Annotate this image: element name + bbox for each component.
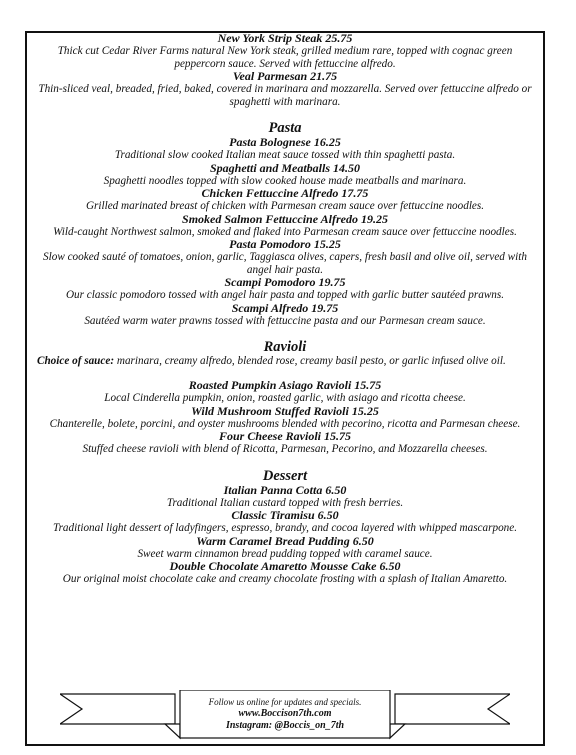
item-name: New York Strip Steak 25.75 [217,31,353,45]
ribbon-right-tail [395,694,510,724]
pasta-list [27,136,543,327]
banner-follow-text: Follow us online for updates and specials. [208,697,362,707]
item-name: Double Chocolate Amaretto Mousse Cake 6.50 [169,559,401,573]
item-description: Traditional Italian custard topped with fresh berries. [166,496,404,509]
banner-website: www.Boccison7th.com [238,708,332,719]
ribbon-left-tail [60,694,175,724]
menu-item [27,405,543,431]
ribbon-right-fold [390,724,405,738]
menu-item [27,136,543,162]
entree-list [27,32,543,108]
menu-item [27,484,543,510]
sauce-text: marinara, creamy alfredo, blended rose, creamy basil pesto, or garlic infused olive oil. [114,355,506,367]
menu-item [27,430,543,456]
item-name: Warm Caramel Bread Pudding 6.50 [196,533,374,548]
item-name: Scampi Alfredo 19.75 [231,300,339,315]
item-description: Our original moist chocolate cake and creamy chocolate frosting with a splash of Italian Amaretto. [62,573,508,585]
dessert-list [27,484,543,586]
item-name: Spaghetti and Meatballs 14.50 [209,160,361,175]
item-description: Our classic pomodoro tossed with angel hair pasta and topped with garlic butter sautéed prawns. [65,289,505,301]
item-description: Traditional light dessert of ladyfingers, espresso, brandy, and cocoa layered with whipped mascarpone. [52,522,518,534]
section-title-pasta: Pasta [268,120,302,136]
item-name: Smoked Salmon Fettuccine Alfredo 19.25 [182,211,388,226]
section-title-dessert: Dessert [262,467,308,484]
menu-item [27,509,543,535]
menu-item [27,187,543,213]
item-name: Scampi Pomodoro 19.75 [224,275,346,289]
item-name: Italian Panna Cotta 6.50 [223,482,347,497]
item-description: Sautéed warm water prawns tossed with fettuccine pasta and our Parmesan cream sauce. [84,314,486,327]
sauce-label: Choice of sauce: [37,355,115,367]
menu-item [27,162,543,188]
item-name: Pasta Pomodoro 15.25 [229,237,341,251]
menu-item [27,535,543,561]
banner-text [180,697,390,732]
item-name: Four Cheese Ravioli 15.75 [218,429,351,443]
item-description: Thick cut Cedar River Farms natural New York steak, grilled medium rare, topped with cognac green peppercorn sauce. Served with fettuccine alfredo. [57,45,513,70]
menu-item [27,379,543,405]
item-description: Stuffed cheese ravioli with blend of Ricotta, Parmesan, Pecorino, and Mozzarella cheeses. [82,443,488,455]
item-name: Pasta Bolognese 16.25 [229,135,341,149]
ribbon-left-fold [165,724,180,738]
ravioli-list [27,379,543,456]
item-description: Spaghetti noodles topped with slow cooked house made meatballs and marinara. [103,174,467,187]
menu-item [27,70,543,108]
menu-item [27,238,543,276]
menu-content [27,32,543,586]
menu-item [27,560,543,586]
item-description: Chanterelle, bolete, porcini, and oyster mushrooms blended with pecorino, ricotta and Parmesan cheese. [49,417,521,430]
menu-item [27,276,543,302]
item-description: Traditional slow cooked Italian meat sauce tossed with thin spaghetti pasta. [114,149,456,161]
item-description: Sweet warm cinnamon bread pudding topped with caramel sauce. [137,547,433,560]
item-name: Chicken Fettuccine Alfredo 17.75 [201,186,369,200]
sauce-options [27,355,543,368]
item-description: Thin-sliced veal, breaded, fried, baked, covered in marinara and mozzarella. Served over fettuccine alfredo or spaghetti with marinara. [38,83,532,108]
item-description: Local Cinderella pumpkin, onion, roasted garlic, with asiago and ricotta cheese. [104,392,466,404]
item-description: Grilled marinated breast of chicken with Parmesan cream sauce over fettuccine noodles. [85,200,485,212]
banner-instagram: Instagram: @Boccis_on_7th [225,720,345,731]
item-description: Wild-caught Northwest salmon, smoked and flaked into Parmesan cream sauce over fettuccine noodles. [53,225,517,238]
menu-item [27,32,543,70]
item-name: Wild Mushroom Stuffed Ravioli 15.25 [191,403,379,418]
item-description: Slow cooked sauté of tomatoes, onion, garlic, Taggiasca olives, capers, fresh basil and olive oil, served with angel hair pasta. [43,251,527,276]
item-name: Roasted Pumpkin Asiago Ravioli 15.75 [188,378,382,392]
item-name: Classic Tiramisu 6.50 [231,508,339,522]
section-title-ravioli: Ravioli [263,339,307,355]
menu-item [27,213,543,239]
item-name: Veal Parmesan 21.75 [232,69,338,83]
menu-item [27,302,543,328]
